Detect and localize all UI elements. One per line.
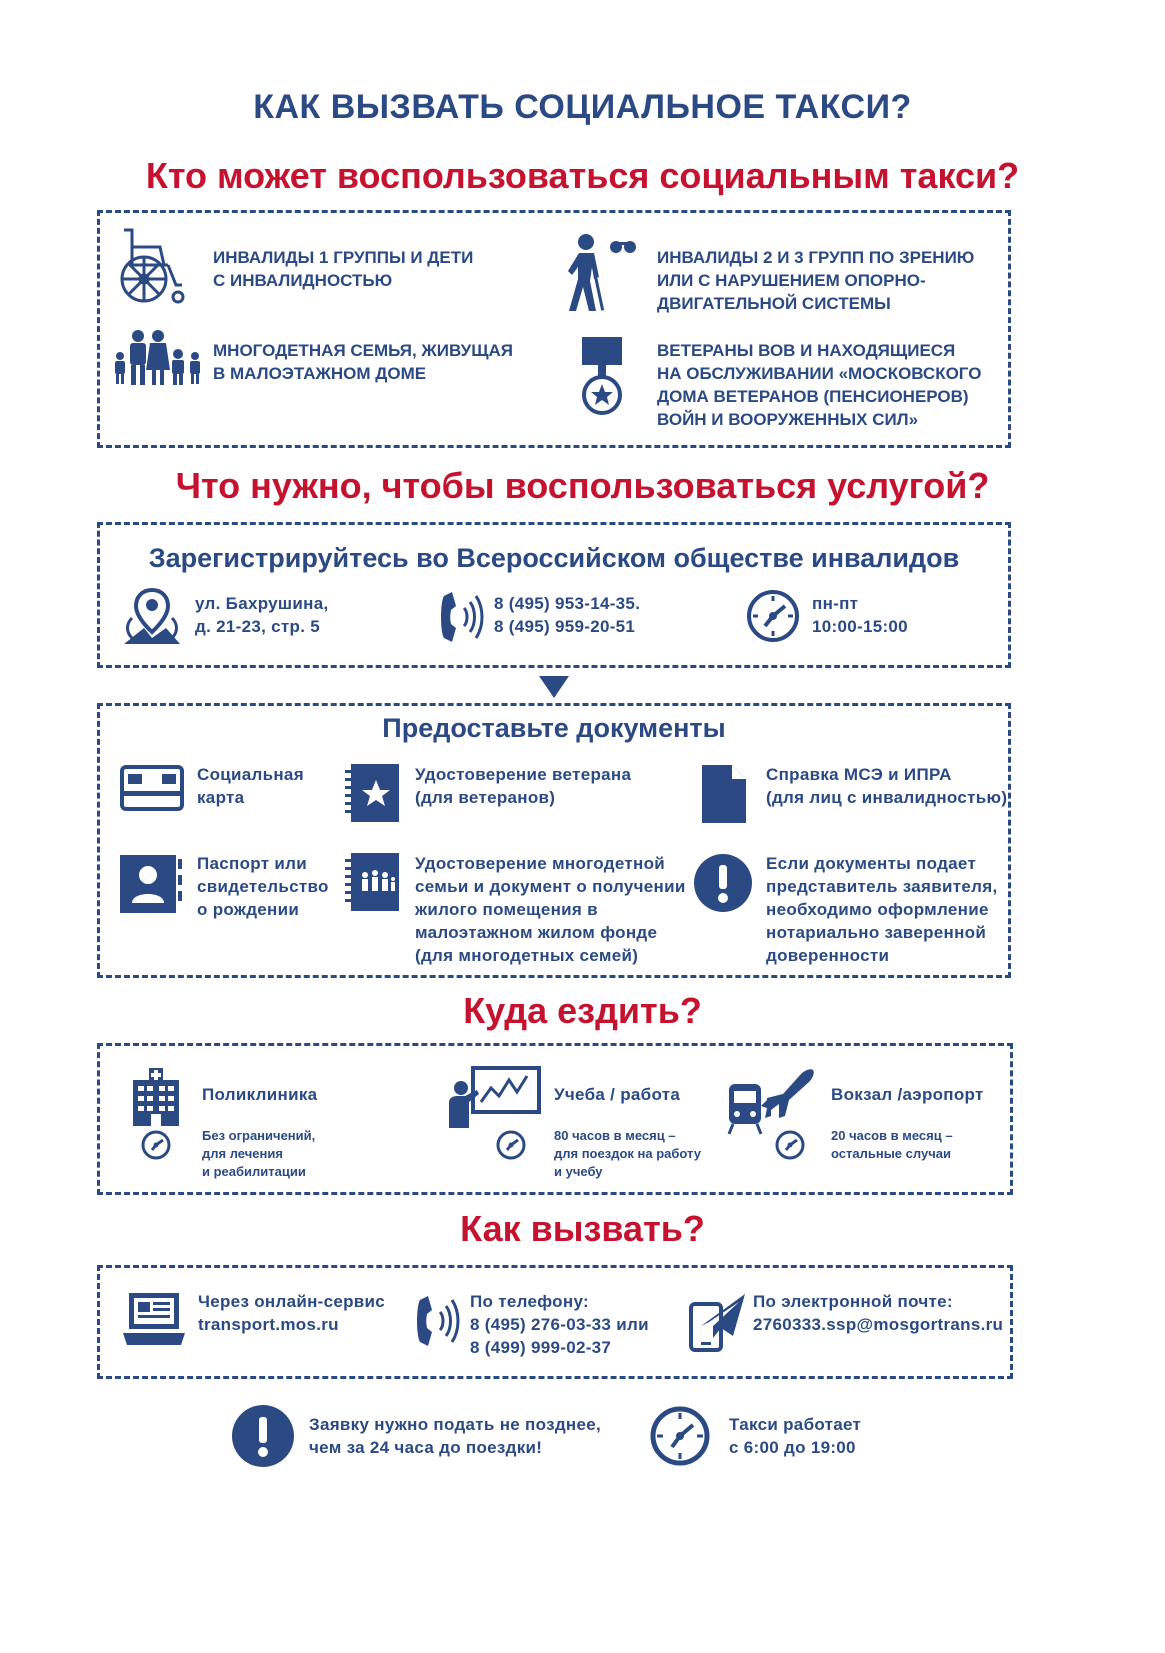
doc-item-5: Удостоверение многодетной семьи и документ о получении жилого помещения в малоэтажном жилом фонде (для многодетных семей) xyxy=(415,854,686,965)
doc-item-3: Справка МСЭ и ИПРА (для лиц с инвалидностью) xyxy=(766,765,1008,807)
arrow-down-icon xyxy=(539,676,569,698)
email-phone-icon xyxy=(687,1292,747,1352)
who-item-4: ВЕТЕРАНЫ ВОВ И НАХОДЯЩИЕСЯ НА ОБСЛУЖИВАНИИ «МОСКОВСКОГО ДОМА ВЕТЕРАНОВ (ПЕНСИОНЕРОВ) ВОЙН И ВООРУЖЕННЫХ СИЛ» xyxy=(657,341,982,429)
clock-icon xyxy=(745,588,801,644)
how-item-2: По телефону: 8 (495) 276-03-33 или 8 (499) 999-02-37 xyxy=(470,1292,649,1357)
presentation-icon xyxy=(447,1066,543,1128)
document-icon xyxy=(700,763,748,825)
where-item-2-note: 80 часов в месяц – для поездок на работу и учебу xyxy=(554,1128,701,1179)
blind-person-icon xyxy=(566,233,638,313)
doc-item-1: Социальная карта xyxy=(197,765,304,807)
how-item-1: Через онлайн-сервис transport.mos.ru xyxy=(198,1292,386,1334)
where-item-3-title: Вокзал /аэропорт xyxy=(831,1085,984,1104)
doc-item-2: Удостоверение ветерана (для ветеранов) xyxy=(415,765,632,807)
register-address: ул. Бахрушина, д. 21-23, стр. 5 xyxy=(195,594,329,636)
doc-item-6: Если документы подает представитель заявителя, необходимо оформление нотариально заверенной доверенности xyxy=(766,854,998,965)
register-phones: 8 (495) 953-14-35. 8 (495) 959-20-51 xyxy=(494,594,641,636)
location-icon xyxy=(122,588,184,646)
medal-icon xyxy=(578,335,626,417)
card-icon xyxy=(120,765,184,811)
exclamation-icon xyxy=(694,854,752,912)
who-item-2: ИНВАЛИДЫ 2 И 3 ГРУПП ПО ЗРЕНИЮ ИЛИ С НАРУШЕНИЕМ ОПОРНО- ДВИГАТЕЛЬНОЙ СИСТЕМЫ xyxy=(657,248,975,313)
who-heading: Кто может воспользоваться социальным такси? xyxy=(145,155,1020,196)
hospital-icon xyxy=(131,1068,181,1126)
family-icon xyxy=(112,330,204,386)
clock-icon-footer xyxy=(649,1405,711,1467)
how-heading: Как вызвать? xyxy=(460,1208,705,1249)
docs-title: Предоставьте документы xyxy=(382,713,726,743)
where-item-1-title: Поликлиника xyxy=(202,1085,318,1104)
family-id-icon xyxy=(345,851,403,913)
clock-icon-small xyxy=(140,1129,172,1161)
footer-hours: Такси работает с 6:00 до 19:00 xyxy=(729,1415,862,1457)
veteran-id-icon xyxy=(345,762,403,824)
who-item-3: МНОГОДЕТНАЯ СЕМЬЯ, ЖИВУЩАЯ В МАЛОЭТАЖНОМ ДОМЕ xyxy=(213,341,514,383)
how-item-3: По электронной почте: 2760333.ssp@mosgortrans.ru xyxy=(753,1292,1004,1334)
phone-icon xyxy=(438,588,484,646)
laptop-icon xyxy=(121,1289,187,1349)
need-heading: Что нужно, чтобы воспользоваться услугой? xyxy=(175,465,990,506)
register-hours: пн-пт 10:00-15:00 xyxy=(812,594,908,636)
train-plane-icon xyxy=(727,1064,821,1136)
where-heading: Куда ездить? xyxy=(463,990,702,1031)
clock-icon-small-3 xyxy=(774,1129,806,1161)
exclamation-icon-footer xyxy=(232,1405,294,1467)
phone-icon-2 xyxy=(414,1292,460,1350)
passport-icon xyxy=(118,853,186,915)
wheelchair-icon xyxy=(118,225,188,305)
page-title: КАК ВЫЗВАТЬ СОЦИАЛЬНОЕ ТАКСИ? xyxy=(253,88,912,126)
footer-notice: Заявку нужно подать не позднее, чем за 24 часа до поездки! xyxy=(309,1415,602,1457)
where-item-3-note: 20 часов в месяц – остальные случаи xyxy=(831,1128,953,1161)
where-item-2-title: Учеба / работа xyxy=(554,1085,681,1104)
register-title: Зарегистрируйтесь во Всероссийском обществе инвалидов xyxy=(148,543,960,573)
clock-icon-small-2 xyxy=(495,1129,527,1161)
who-item-1: ИНВАЛИДЫ 1 ГРУППЫ И ДЕТИ С ИНВАЛИДНОСТЬЮ xyxy=(213,248,474,290)
where-item-1-note: Без ограничений, для лечения и реабилитации xyxy=(202,1128,316,1179)
doc-item-4: Паспорт или свидетельство о рождении xyxy=(197,854,329,919)
